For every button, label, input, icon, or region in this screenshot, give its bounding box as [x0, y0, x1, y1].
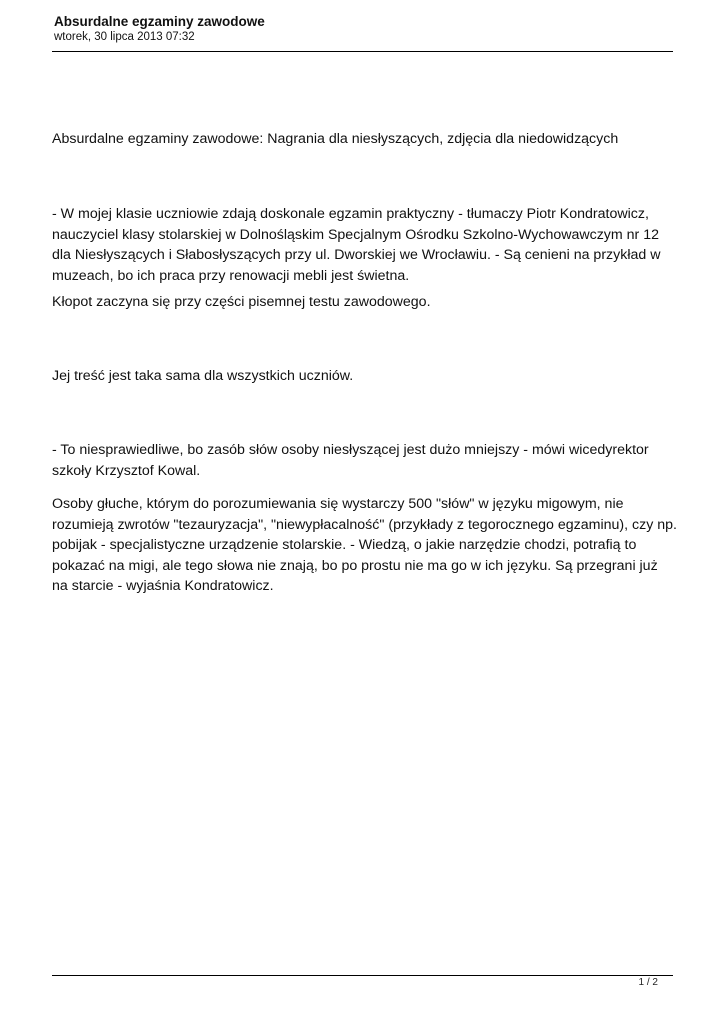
article-paragraph: - To niesprawiedliwe, bo zasób słów osoby niesłyszącej jest dużo mniejszy - mówi wicedyrektor szkoły Krzysztof Kowal. [52, 442, 649, 479]
article-heading: Absurdalne egzaminy zawodowe: Nagrania dla niesłyszących, zdjęcia dla niedowidzących [52, 131, 619, 147]
page-number: 1 / 2 [638, 977, 658, 988]
document-title: Absurdalne egzaminy zawodowe [54, 14, 265, 29]
article-paragraph: - W mojej klasie uczniowie zdają doskonale egzamin praktyczny - tłumaczy Piotr Kondratowicz, nauczyciel klasy stolarskiej w Dolnośląskim Specjalnym Ośrodku Szkolno-Wychowawczym nr 12 dla Niesłyszących i Słabosłyszących przy ul. Dworskiej we Wrocławiu. - Są cenieni na przykład w muzeach, bo ich praca przy renowacji mebli jest świetna. [52, 206, 661, 284]
article-paragraph: Osoby głuche, którym do porozumiewania się wystarczy 500 "słów" w języku migowym, nie rozumieją zwrotów "tezauryzacja", "niewypłacalność" (przykłady z tegorocznego egzaminu), czy np. pobijak - specjalistyczne urządzenie stolarskie. - Wiedzą, o jakie narzędzie chodzi, potrafią to pokazać na migi, ale tego słowa nie znają, bo po prostu nie ma go w ich języku. Są przegrani już na starcie - wyjaśnia Kondratowicz. [52, 496, 677, 594]
footer-divider [52, 975, 673, 976]
article-paragraph: Kłopot zaczyna się przy części pisemnej testu zawodowego. [52, 294, 431, 310]
document-header [54, 14, 674, 45]
article-paragraph: Jej treść jest taka sama dla wszystkich uczniów. [52, 368, 354, 384]
document-date: wtorek, 30 lipca 2013 07:32 [54, 31, 195, 43]
header-divider [52, 51, 673, 52]
